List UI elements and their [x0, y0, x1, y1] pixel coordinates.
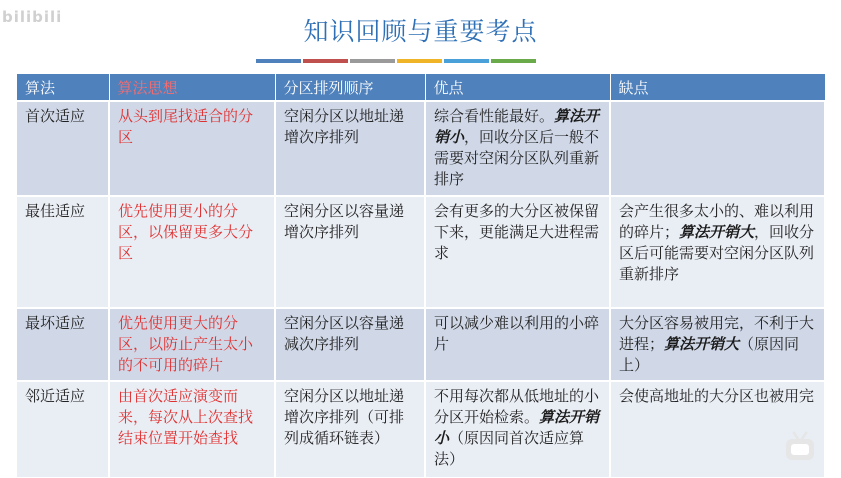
- slide-title: 知识回顾与重要考点: [303, 17, 538, 46]
- pros-cell: [425, 381, 610, 477]
- pros-keyword: 算法开销小: [434, 107, 600, 146]
- algorithm-name: 最佳适应: [17, 196, 109, 308]
- cons-text-rest: （原因同上）: [619, 335, 800, 374]
- pros-text: 不用每次都从低地址的小分区开始检索。: [434, 387, 600, 426]
- algorithm-idea: 从头到尾找适合的分区: [109, 101, 275, 196]
- pros-text: 可以减少难以利用的小碎片: [434, 314, 600, 353]
- cons-text: 大分区容易被用完，不利于大进程；: [619, 314, 815, 353]
- header-cons: 缺点: [610, 74, 825, 101]
- header-order: 分区排列顺序: [275, 74, 425, 101]
- algorithm-name: 最坏适应: [17, 308, 109, 381]
- stripe-6: [491, 59, 536, 63]
- header-idea: 算法思想: [109, 74, 275, 101]
- partition-order: 空闲分区以地址递增次序排列（可排列成循环链表）: [275, 381, 425, 477]
- header-algorithm: 算法: [17, 74, 109, 101]
- algorithm-comparison-table: [17, 74, 825, 477]
- cons-keyword: 算法开销大: [679, 223, 755, 241]
- pros-cell: [425, 308, 610, 381]
- cons-keyword: 算法开销大: [664, 335, 740, 353]
- algorithm-name: 首次适应: [17, 101, 109, 196]
- tv-mascot-icon: [783, 430, 817, 464]
- algorithm-idea: 由首次适应演变而来，每次从上次查找结束位置开始查找: [109, 381, 275, 477]
- algorithm-idea: 优先使用更小的分区，以保留更多大分区: [109, 196, 275, 308]
- stripe-1: [256, 59, 301, 63]
- cons-text: 会使高地址的大分区也被用完: [619, 387, 815, 405]
- pros-text-rest: （原因同首次适应算法）: [434, 429, 585, 468]
- pros-text: 综合看性能最好。: [434, 107, 555, 125]
- table-row: [17, 196, 825, 308]
- table-row: [17, 308, 825, 381]
- stripe-5: [444, 59, 489, 63]
- cons-text-rest: ，回收分区后可能需要对空闲分区队列重新排序: [619, 223, 815, 283]
- pros-cell: [425, 196, 610, 308]
- header-pros: 优点: [425, 74, 610, 101]
- stripe-4: [397, 59, 442, 63]
- table-row: [17, 101, 825, 196]
- table-header-row: [17, 74, 825, 101]
- pros-text: 会有更多的大分区被保留下来，更能满足大进程需求: [434, 202, 600, 262]
- table-row: [17, 381, 825, 477]
- cons-text: 会产生很多太小的、难以利用的碎片；: [619, 202, 815, 241]
- pros-keyword: 算法开销小: [434, 408, 600, 447]
- stripe-3: [350, 59, 395, 63]
- stripe-2: [303, 59, 348, 63]
- pros-text-rest: ，回收分区后一般不需要对空闲分区队列重新排序: [434, 128, 600, 188]
- cons-cell: [610, 196, 825, 308]
- bilibili-watermark: bilibili: [2, 8, 63, 26]
- title-decoration-stripes: [256, 59, 536, 63]
- cons-cell: [610, 101, 825, 196]
- partition-order: 空闲分区以容量递增次序排列: [275, 196, 425, 308]
- algorithm-name: 邻近适应: [17, 381, 109, 477]
- pros-cell: [425, 101, 610, 196]
- cons-cell: [610, 308, 825, 381]
- partition-order: 空闲分区以容量递减次序排列: [275, 308, 425, 381]
- algorithm-idea: 优先使用更大的分区，以防止产生太小的不可用的碎片: [109, 308, 275, 381]
- partition-order: 空闲分区以地址递增次序排列: [275, 101, 425, 196]
